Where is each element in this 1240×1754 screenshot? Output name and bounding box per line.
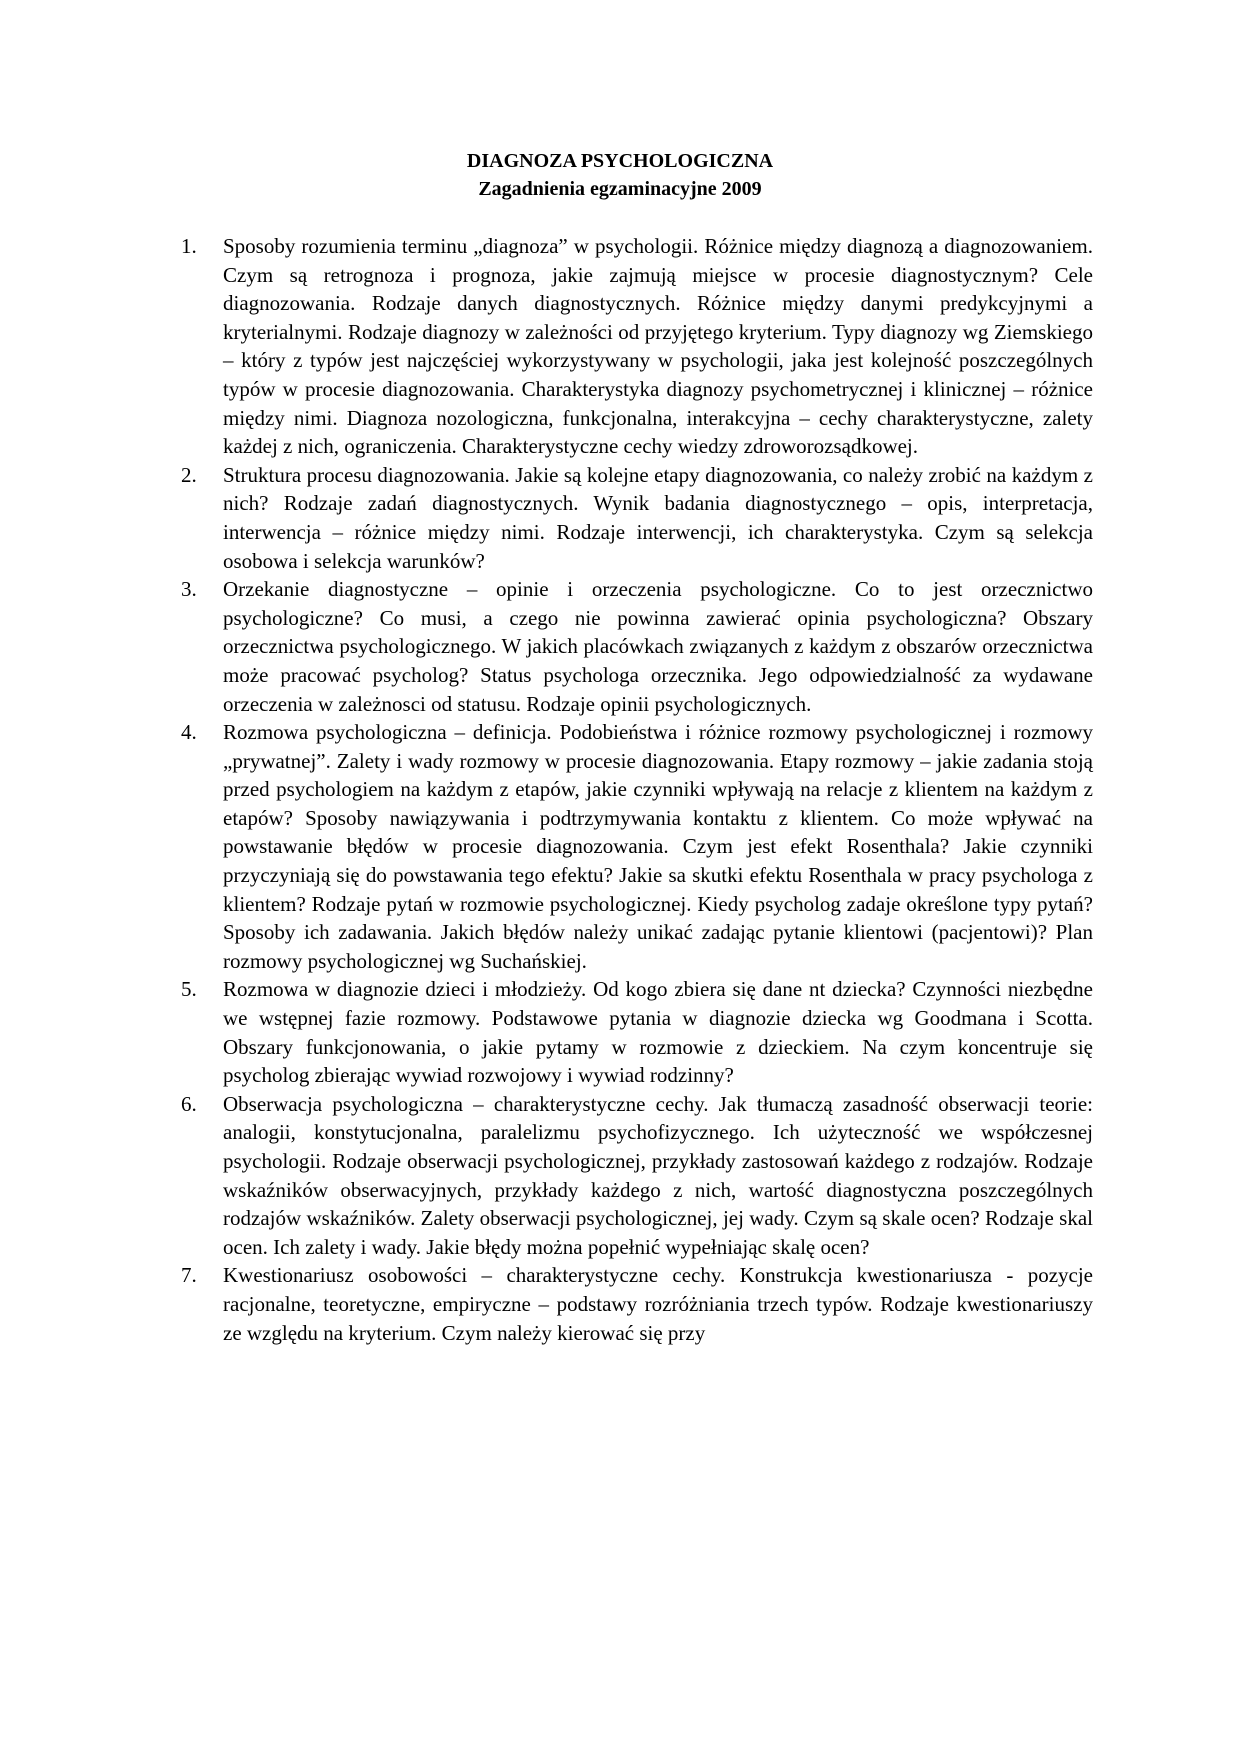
question-number: 5.: [181, 977, 197, 1002]
question-number: 3.: [181, 577, 197, 602]
question-text: Kwestionariusz osobowości – charakterystyczne cechy. Konstrukcja kwestionariusza - pozycje racjonalne, teoretyczne, empiryczne – podstawy rozróżniania trzech typów. Rodzaje kwestionariuszy ze względu na kryterium. Czym należy kierować się przy: [223, 1263, 1093, 1345]
question-item: [181, 1090, 1093, 1262]
question-item: [181, 232, 1093, 461]
question-item: [181, 461, 1093, 575]
document-header: [0, 147, 1240, 203]
question-number: 7.: [181, 1263, 197, 1288]
question-text: Rozmowa w diagnozie dzieci i młodzieży. Od kogo zbiera się dane nt dziecka? Czynności niezbędne we wstępnej fazie rozmowy. Podstawowe pytania w diagnozie dziecka wg Goodmana i Scotta. Obszary funkcjonowania, o jakie pytamy w rozmowie z dzieckiem. Na czym koncentruje się psycholog zbierając wywiad rozwojowy i wywiad rodzinny?: [223, 977, 1093, 1088]
question-number: 6.: [181, 1091, 197, 1116]
document-subtitle: Zagadnienia egzaminacyjne 2009: [478, 178, 762, 200]
question-list: [181, 232, 1093, 1347]
document-title: DIAGNOZA PSYCHOLOGICZNA: [466, 150, 774, 172]
question-number: 1.: [181, 234, 197, 258]
question-item: [181, 975, 1093, 1089]
question-text: Rozmowa psychologiczna – definicja. Podobieństwa i różnice rozmowy psychologicznej i rozmowy „prywatnej”. Zalety i wady rozmowy w procesie diagnozowania. Etapy rozmowy – jakie zadania stoją przed psychologiem na każdym z etapów, jakie czynniki wpływają na relacje z klientem na każdym z etapów? Sposoby nawiązywania i podtrzymywania kontaktu z klientem. Co może wpływać na powstawanie błędów w procesie diagnozowania. Czym jest efekt Rosenthala? Jakie czynniki przyczyniają się do powstawania tego efektu? Jakie sa skutki efektu Rosenthala w pracy psychologa z klientem? Rodzaje pytań w rozmowie psychologicznej. Kiedy psycholog zadaje określone typy pytań? Sposoby ich zadawania. Jakich błędów należy unikać zadając pytanie klientowi (pacjentowi)? Plan rozmowy psychologicznej wg Suchańskiej.: [223, 720, 1093, 973]
question-number: 4.: [181, 720, 197, 745]
question-text: Sposoby rozumienia terminu „diagnoza” w psychologii. Różnice między diagnozą a diagnozowaniem. Czym są retrognoza i prognoza, jakie zajmują miejsce w procesie diagnostycznym? Cele diagnozowania. Rodzaje danych diagnostycznych. Różnice między danymi predykcyjnymi a kryterialnymi. Rodzaje diagnozy w zależności od przyjętego kryterium. Typy diagnozy wg Ziemskiego – który z typów jest najczęściej wykorzystywany w psychologii, jaka jest kolejność poszczególnych typów w procesie diagnozowania. Charakterystyka diagnozy psychometrycznej i klinicznej – różnice między nimi. Diagnoza nozologiczna, funkcjonalna, interakcyjna – cechy charakterystyczne, zalety każdej z nich, ograniczenia. Charakterystyczne cechy wiedzy zdroworozsądkowej.: [223, 234, 1093, 459]
question-text: Obserwacja psychologiczna – charakterystyczne cechy. Jak tłumaczą zasadność obserwacji teorie: analogii, konstytucjonalna, paralelizmu psychofizycznego. Ich użyteczność we współczesnej psychologii. Rodzaje obserwacji psychologicznej, przykłady zastosowań każdego z rodzajów. Rodzaje wskaźników obserwacyjnych, przykłady każdego z nich, wartość diagnostyczna poszczególnych rodzajów wskaźników. Zalety obserwacji psychologicznej, jej wady. Czym są skale ocen? Rodzaje skal ocen. Ich zalety i wady. Jakie błędy można popełnić wypełniając skalę ocen?: [223, 1091, 1093, 1259]
question-item: [181, 575, 1093, 718]
question-item: [181, 718, 1093, 975]
question-item: [181, 1261, 1093, 1347]
question-text: Orzekanie diagnostyczne – opinie i orzeczenia psychologiczne. Co to jest orzecznictwo psychologiczne? Co musi, a czego nie powinna zawierać opinia psychologiczna? Obszary orzecznictwa psychologicznego. W jakich placówkach związanych z każdym z obszarów orzecznictwa może pracować psycholog? Status psychologa orzecznika. Jego odpowiedzialność za wydawane orzeczenia w zależnosci od statusu. Rodzaje opinii psychologicznych.: [223, 577, 1093, 716]
question-number: 2.: [181, 462, 197, 487]
question-text: Struktura procesu diagnozowania. Jakie są kolejne etapy diagnozowania, co należy zrobić na każdym z nich? Rodzaje zadań diagnostycznych. Wynik badania diagnostycznego – opis, interpretacja, interwencja – różnice między nimi. Rodzaje interwencji, ich charakterystyka. Czym są selekcja osobowa i selekcja warunków?: [223, 462, 1093, 573]
